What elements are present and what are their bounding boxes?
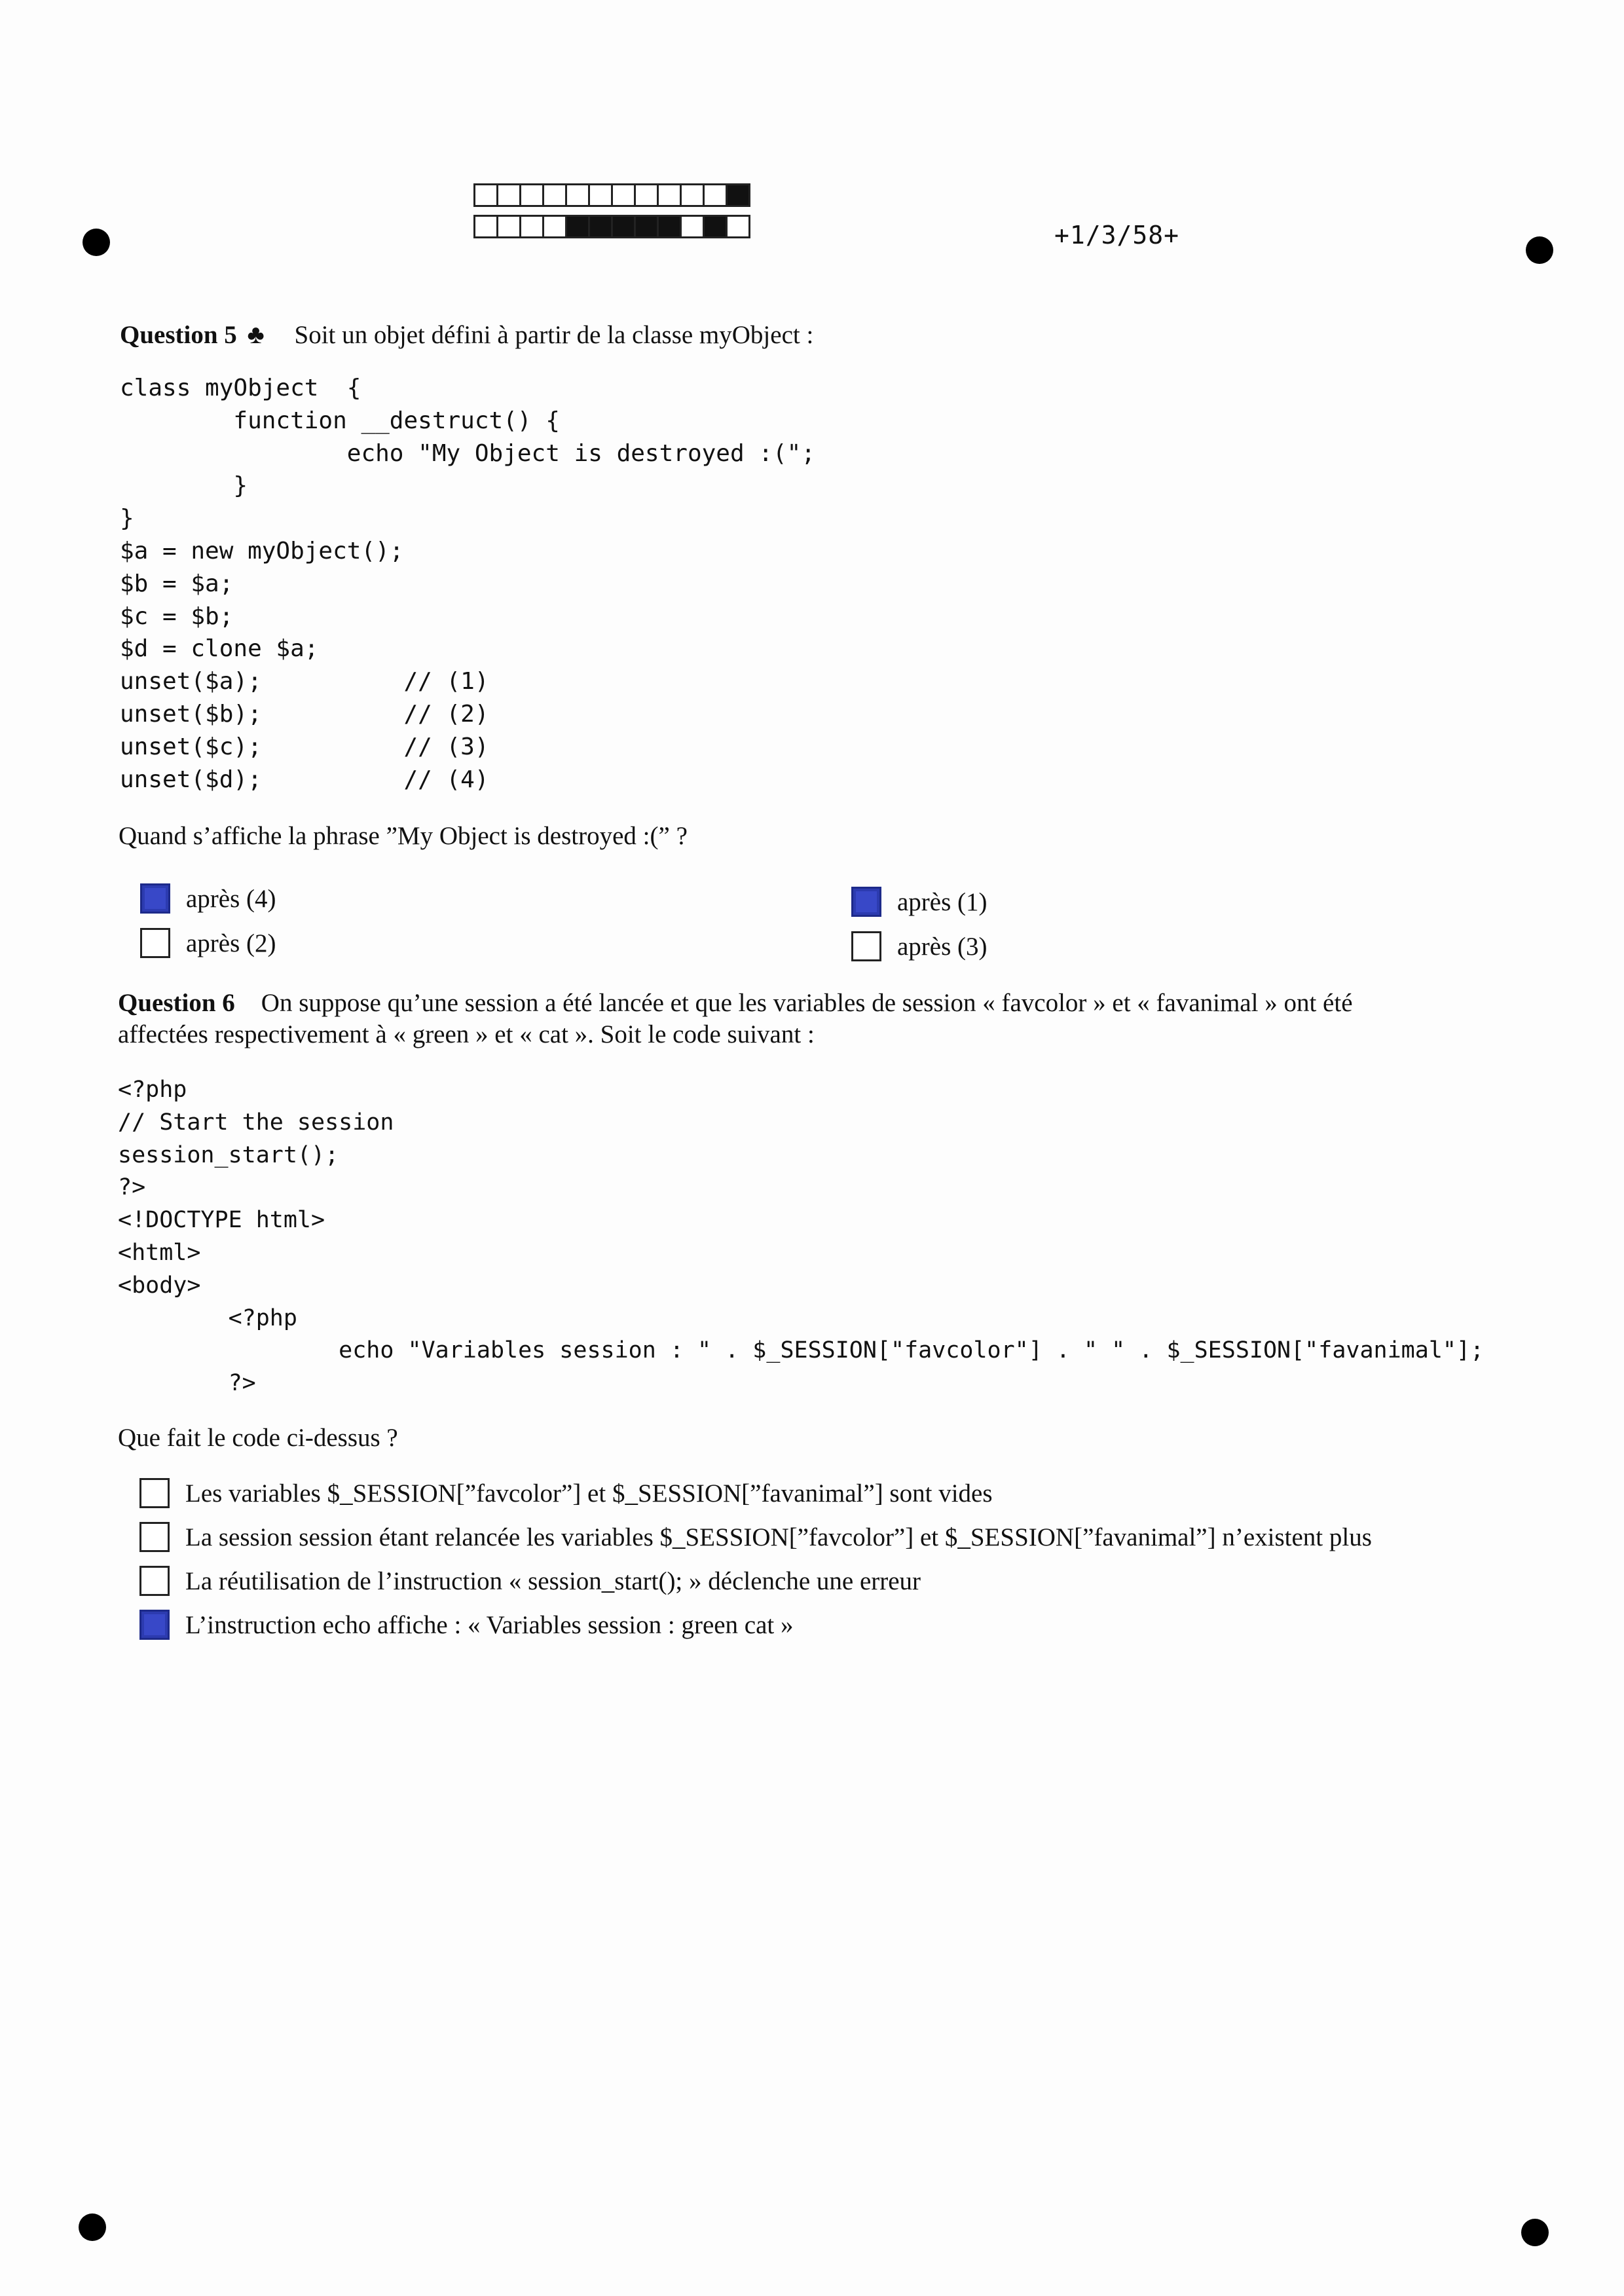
- barcode-cell: [588, 215, 613, 238]
- checkbox[interactable]: [139, 1478, 170, 1508]
- choice-label: après (2): [186, 929, 276, 957]
- barcode-cell: [680, 215, 705, 238]
- choice-label: après (1): [897, 887, 987, 916]
- choice-q5-apres-4[interactable]: [140, 883, 276, 914]
- choice-label: après (4): [186, 884, 276, 913]
- checkbox[interactable]: [140, 928, 170, 958]
- registration-mark-top-left: [83, 229, 110, 256]
- registration-mark-top-right: [1526, 236, 1553, 264]
- club-icon: ♣: [247, 320, 265, 349]
- choice-label: Les variables $_SESSION[”favcolor”] et $_SESSION[”favanimal”] sont vides: [185, 1479, 993, 1508]
- question-prompt-line-1: On suppose qu’une session a été lancée et que les variables de session « favcolor » et « favanimal » ont été: [261, 989, 1353, 1017]
- choice-q6-1[interactable]: [139, 1478, 993, 1508]
- barcode-cell: [473, 183, 498, 207]
- choice-q6-2[interactable]: [139, 1522, 1372, 1552]
- barcode-row-1: [473, 183, 748, 207]
- barcode-cell: [588, 183, 613, 207]
- checkbox[interactable]: [851, 931, 881, 961]
- question-6-text: Que fait le code ci-dessus ?: [118, 1424, 398, 1452]
- barcode-cell: [565, 183, 590, 207]
- checkbox[interactable]: [139, 1610, 170, 1640]
- question-6-header: [118, 988, 1532, 1050]
- choice-q5-apres-2[interactable]: [140, 928, 276, 958]
- barcode-row-2: [473, 215, 748, 238]
- registration-mark-bottom-right: [1521, 2219, 1549, 2246]
- barcode-cell: [703, 215, 728, 238]
- barcode-cell: [611, 183, 636, 207]
- checkbox[interactable]: [851, 887, 881, 917]
- barcode-cell: [680, 183, 705, 207]
- question-5-text: Quand s’affiche la phrase ”My Object is destroyed :(” ?: [119, 822, 688, 850]
- choice-q5-apres-3[interactable]: [851, 931, 987, 961]
- barcode-cell: [542, 183, 567, 207]
- barcode-cell: [473, 215, 498, 238]
- question-number: Question 5: [120, 321, 237, 349]
- barcode-cell: [703, 183, 728, 207]
- code-block-q6: <?php // Start the session session_start(); ?> <!DOCTYPE html> <html> <body> <?php echo "Variables session : " . $_SESSION["favcolor"] . " " . $_SESSION["favanimal"]; ?>: [118, 1077, 1485, 1397]
- page-identifier: +1/3/58+: [1054, 221, 1180, 250]
- question-prompt: Soit un objet défini à partir de la classe myObject :: [294, 321, 814, 349]
- choice-q5-apres-1[interactable]: [851, 887, 987, 917]
- choice-label: après (3): [897, 932, 987, 961]
- question-5-header: [120, 319, 813, 350]
- barcode-cell: [657, 215, 682, 238]
- checkbox[interactable]: [139, 1566, 170, 1596]
- choice-label: L’instruction echo affiche : « Variables session : green cat »: [185, 1610, 794, 1639]
- choice-label: La session session étant relancée les variables $_SESSION[”favcolor”] et $_SESSION[”favanimal”] n’existent plus: [185, 1523, 1372, 1551]
- question-prompt-line-2: affectées respectivement à « green » et « cat ». Soit le code suivant :: [118, 1020, 815, 1048]
- code-block-q5: class myObject { function __destruct() { echo "My Object is destroyed :("; } } $a = new myObject(); $b = $a; $c = $b; $d = clone $a; unset($a); // (1) unset($b); // (2) unset($c); // (3) unset($d); // (4): [120, 375, 816, 793]
- barcode-cell: [542, 215, 567, 238]
- barcode-cell: [496, 183, 521, 207]
- barcode-cell: [634, 183, 659, 207]
- barcode-cell: [519, 215, 544, 238]
- barcode-cell: [611, 215, 636, 238]
- barcode-cell: [726, 183, 750, 207]
- checkbox[interactable]: [139, 1522, 170, 1552]
- question-number: Question 6: [118, 989, 235, 1017]
- barcode-cell: [519, 183, 544, 207]
- registration-mark-bottom-left: [79, 2213, 106, 2241]
- barcode-cell: [634, 215, 659, 238]
- choice-q6-3[interactable]: [139, 1566, 921, 1596]
- choice-label: La réutilisation de l’instruction « session_start(); » déclenche une erreur: [185, 1566, 921, 1595]
- barcode-cell: [657, 183, 682, 207]
- barcode-cell: [496, 215, 521, 238]
- barcode-cell: [726, 215, 750, 238]
- checkbox[interactable]: [140, 883, 170, 914]
- choice-q6-4[interactable]: [139, 1610, 794, 1640]
- barcode-cell: [565, 215, 590, 238]
